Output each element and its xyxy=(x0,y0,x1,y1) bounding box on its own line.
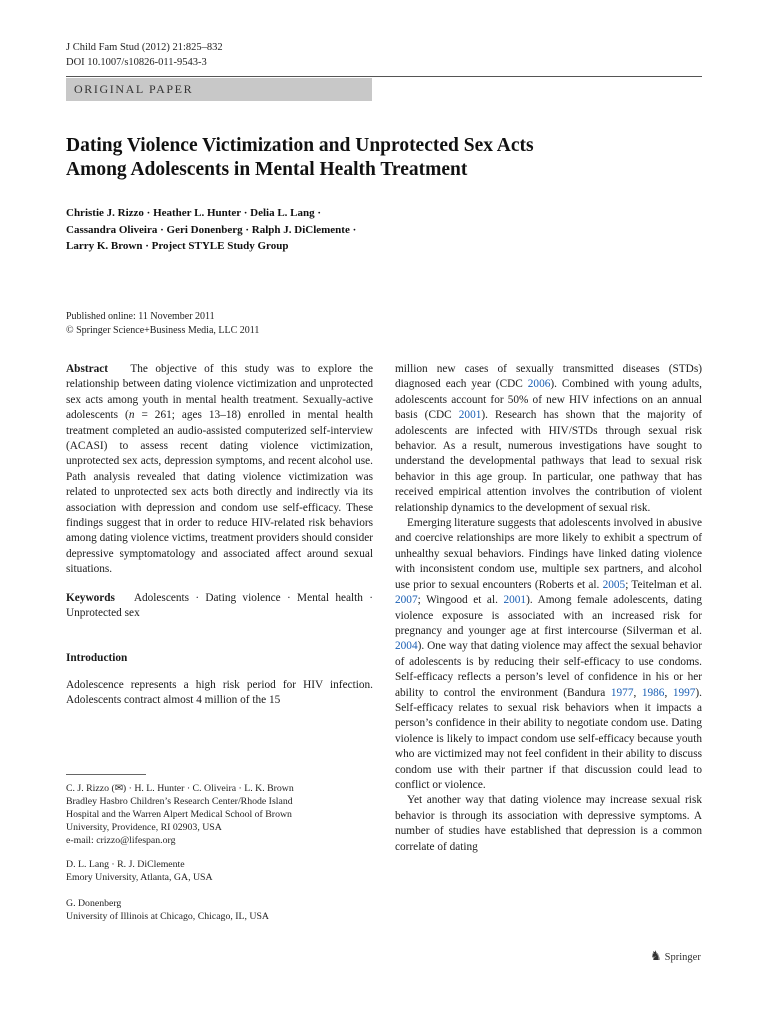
citation-link[interactable]: 2001 xyxy=(503,594,527,607)
introduction-heading: Introduction xyxy=(66,651,128,664)
title-line-1: Dating Violence Victimization and Unprotected Sex Acts xyxy=(66,135,534,156)
affiliation-2 xyxy=(66,858,366,884)
abstract-text-a: The objective of this study was to explore the relationship between dating violence victimization and unprotected sex acts among youth in mental health treatment. Sexually-active adolescents ( xyxy=(66,363,373,422)
footnote-rule xyxy=(66,774,146,775)
author-list xyxy=(66,205,686,255)
intro-paragraph-start: Adolescence represents a high risk period for HIV infection. Adolescents contract almost 4 million of the 15 xyxy=(66,678,373,707)
text-run: ). Among female adolescents, dating violence exposure is associated with an increased risk for pregnancy and younger age at first intercourse (Silverman et al. xyxy=(395,594,702,637)
citation-link[interactable]: 2007 xyxy=(395,594,418,607)
publisher-mark xyxy=(650,948,701,964)
text-run: ; Teitelman et al. xyxy=(625,578,702,591)
authors-line-2: Cassandra Oliveira · Geri Donenberg · Ralph J. DiClemente · xyxy=(66,223,357,236)
citation-link[interactable]: 2005 xyxy=(602,578,626,591)
left-column xyxy=(66,362,373,709)
text-run: ). Research has shown that the majority of adolescents are infected with HIV/STDs through sexual risk behavior. As a result, numerous investigations have sought to understand the developmental pathways that lead to sexual risk behavior in this age group. In particular, one pathway that has received empirical attention involves the contribution of violent relationship dynamics to the development of sexual risk. xyxy=(395,409,702,514)
paper-type-label: ORIGINAL PAPER xyxy=(74,82,194,96)
journal-citation: J Child Fam Stud (2012) 21:825–832 xyxy=(66,42,223,53)
header-rule xyxy=(66,76,702,77)
affiliation-3-line-2: University of Illinois at Chicago, Chicago, IL, USA xyxy=(66,911,269,922)
text-run: ). One way that dating violence may affect the sexual behavior of adolescents is by reducing their self-efficacy to use condoms. Self-efficacy reflects a person’s level of confidence in his or her ability to control the environment (Bandura xyxy=(395,640,702,699)
affiliation-1-line-2: Bradley Hasbro Children’s Research Center/Rhode Island xyxy=(66,796,293,807)
doi: DOI 10.1007/s10826-011-9543-3 xyxy=(66,57,207,68)
intro-paragraph-1 xyxy=(395,362,702,516)
text-run: , xyxy=(633,686,642,699)
title-line-2: Among Adolescents in Mental Health Treatment xyxy=(66,159,468,180)
affiliation-1-line-1: C. J. Rizzo (✉) · H. L. Hunter · C. Oliveira · L. K. Brown xyxy=(66,783,294,794)
keywords-label: Keywords xyxy=(66,591,115,604)
affiliation-2-line-1: D. L. Lang · R. J. DiClemente xyxy=(66,859,185,870)
text-run: ; Wingood et al. xyxy=(417,594,504,607)
springer-horse-icon: ♞ xyxy=(650,948,662,963)
citation-link[interactable]: 1997 xyxy=(672,686,696,699)
abstract-label: Abstract xyxy=(66,363,109,375)
citation-link[interactable]: 2006 xyxy=(527,378,551,391)
article-title xyxy=(66,134,686,182)
citation-link[interactable]: 2004 xyxy=(395,640,418,653)
citation-link[interactable]: 1977 xyxy=(610,686,634,699)
citation-link[interactable]: 1986 xyxy=(641,686,665,699)
publisher-name: Springer xyxy=(664,952,701,963)
affiliation-3 xyxy=(66,897,366,923)
text-run: Emerging literature suggests that adolescents involved in abusive and coercive relationships are more likely to exhibit a spectrum of unhealthy sexual behaviors. Findings have linked dating violence with inconsistent condom use, multiple sex partners, and alcohol use prior to sexual encounters (Roberts et al. xyxy=(395,517,703,591)
abstract-n-variable: n xyxy=(128,409,135,422)
corresponding-email[interactable]: e-mail: crizzo@lifespan.org xyxy=(66,835,176,846)
copyright: © Springer Science+Business Media, LLC 2011 xyxy=(66,325,260,336)
abstract-text-b: = 261; ages 13–18) enrolled in mental health treatment completed an audio-assisted computerized self-interview (ACASI) to assess recent dating violence victimization, unprotected sex acts, depression symptoms, and recent alcohol use. Path analysis revealed that dating violence victimization was related to unprotected sex acts both directly and indirectly via its association with depression and condom use self-efficacy. These findings suggest that in order to reduce HIV-related risk behaviors among dating violence victims, treatment providers should consider depressive symptomatology and associated affect around sexual situations. xyxy=(66,409,373,576)
published-date: Published online: 11 November 2011 xyxy=(66,311,215,322)
keywords-text: Adolescents · Dating violence · Mental health · Unprotected sex xyxy=(66,591,373,620)
right-column xyxy=(395,362,702,855)
paper-type-banner xyxy=(66,78,372,101)
citation-link[interactable]: 2001 xyxy=(458,409,482,422)
intro-paragraph-3: Yet another way that dating violence may increase sexual risk behavior is through its association with depressive symptoms. A number of studies have established that depression is a common correlate of dating xyxy=(395,794,702,853)
affiliation-1-line-3: Hospital and the Warren Alpert Medical School of Brown xyxy=(66,809,292,820)
affiliation-2-line-2: Emory University, Atlanta, GA, USA xyxy=(66,872,213,883)
abstract xyxy=(66,362,373,578)
text-run: ). Combined with young adults, adolescents account for 50% of new HIV infections on an annual basis (CDC xyxy=(395,378,702,422)
affiliation-1-line-4: University, Providence, RI 02903, USA xyxy=(66,822,222,833)
authors-line-1: Christie J. Rizzo · Heather L. Hunter · Delia L. Lang · xyxy=(66,207,322,219)
keywords xyxy=(66,591,373,622)
intro-paragraph-2 xyxy=(395,516,702,793)
text-run: , xyxy=(664,686,673,699)
text-run: million new cases of sexually transmitted diseases (STDs) diagnosed each year (CDC xyxy=(395,363,702,391)
authors-line-3: Larry K. Brown · Project STYLE Study Group xyxy=(66,240,289,252)
affiliation-3-line-1: G. Donenberg xyxy=(66,898,122,909)
affiliation-1 xyxy=(66,782,366,847)
publication-info xyxy=(66,310,259,338)
text-run: ). Self-efficacy relates to sexual risk behaviors when it impacts a person’s confidence in their ability to negotiate condom use. Dating violence is likely to impact condom use self-efficacy because youth who are victimized may not feel confident in their ability to discuss condom use with their partner if that discussion could lead to conflict or violence. xyxy=(395,686,702,791)
